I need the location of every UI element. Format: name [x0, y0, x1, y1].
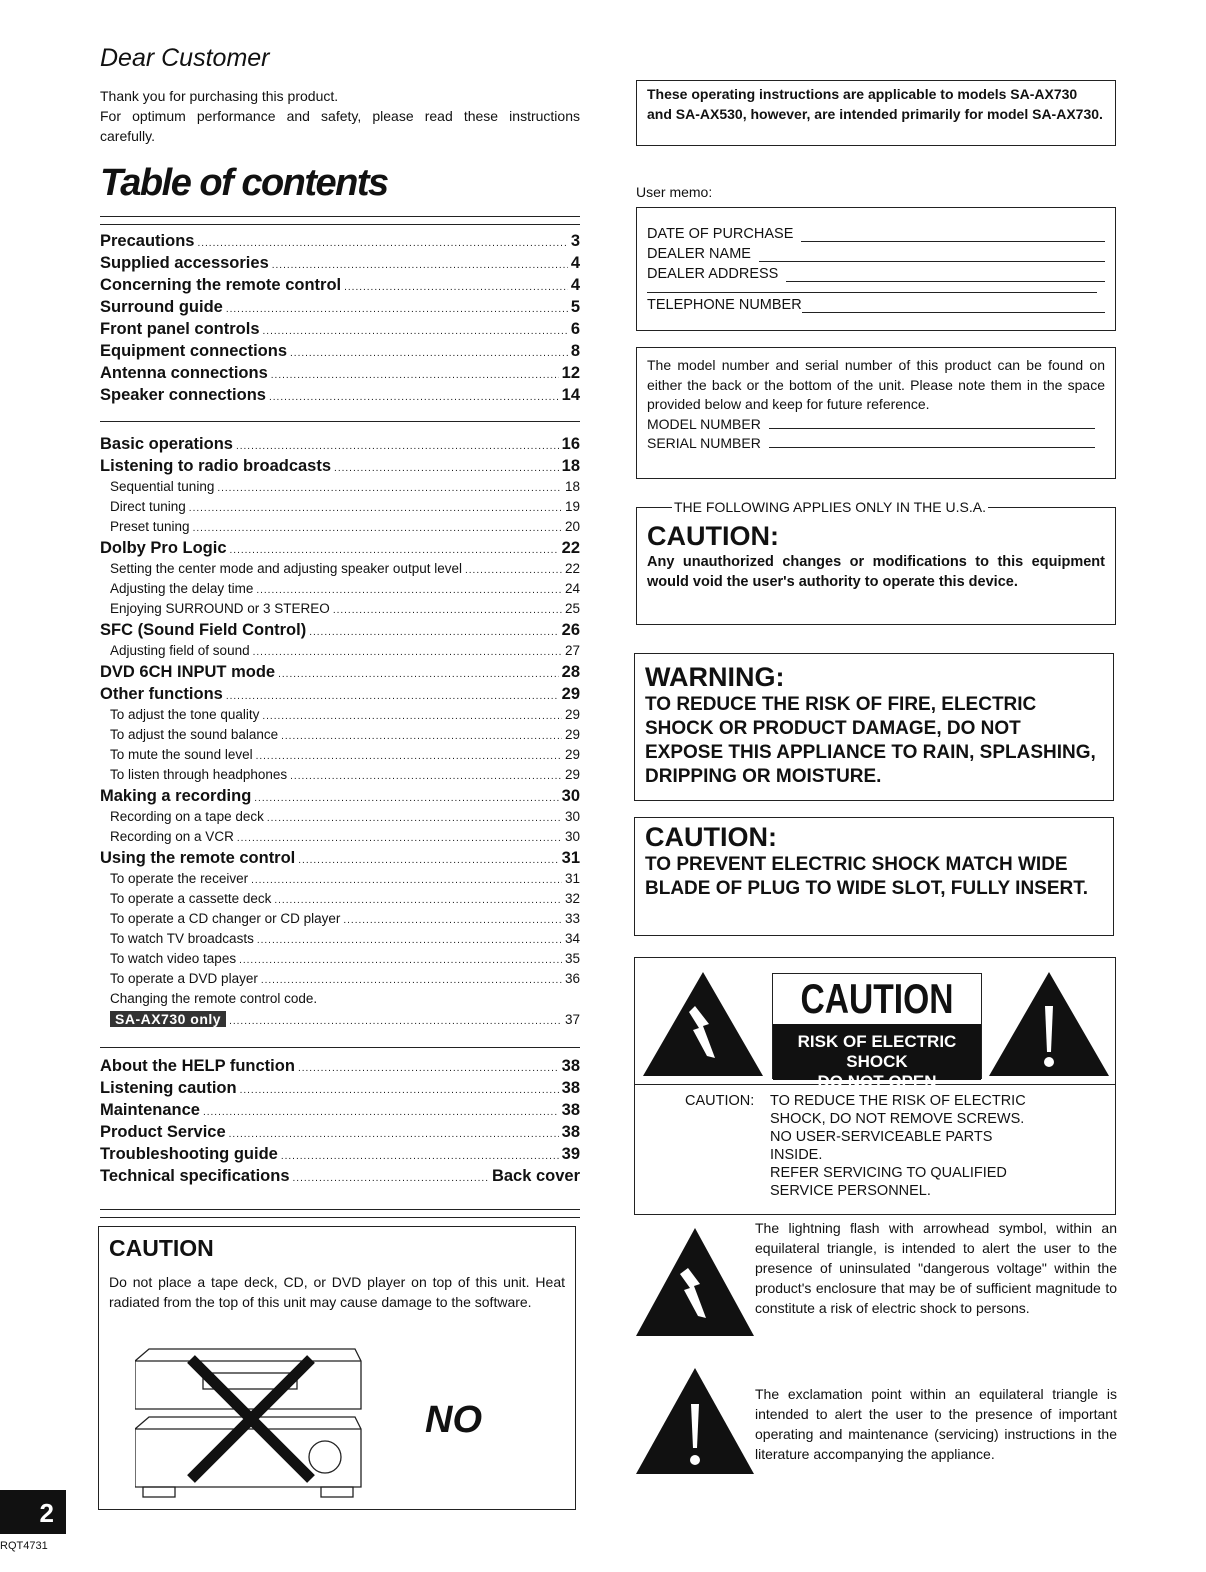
- dot-leader: [253, 647, 562, 658]
- toc-entry[interactable]: [100, 298, 580, 320]
- toc-entry-page: 22: [561, 539, 580, 557]
- toc-entry[interactable]: [100, 519, 580, 539]
- warning-box: [634, 653, 1114, 801]
- toc-entry-label: Basic operations: [100, 435, 233, 453]
- toc-entry-label: Adjusting field of sound: [110, 643, 250, 658]
- toc-entry[interactable]: [100, 1123, 580, 1145]
- dot-leader: [226, 304, 568, 315]
- dot-leader: [197, 238, 567, 249]
- toc-entry-label: Recording on a VCR: [110, 829, 234, 844]
- serial-note: [636, 347, 1116, 479]
- dot-leader: [254, 793, 558, 804]
- toc-entry-page: 38: [561, 1101, 580, 1119]
- toc-entry[interactable]: [100, 1057, 580, 1079]
- toc-entry-label: To operate a cassette deck: [110, 891, 272, 906]
- toc-entry-label: To adjust the sound balance: [110, 727, 279, 742]
- toc-entry-page: 39: [561, 1145, 580, 1163]
- lightning-triangle-icon: [643, 972, 763, 1076]
- toc-entry-page: 37: [564, 1012, 580, 1027]
- toc-entry-page: 38: [561, 1123, 580, 1141]
- toc-entry-label: Supplied accessories: [100, 254, 269, 272]
- dot-leader: [267, 813, 562, 824]
- toc-entry-label: Recording on a tape deck: [110, 809, 264, 824]
- toc-entry-label: Changing the remote control code.: [110, 991, 318, 1006]
- dot-leader: [274, 895, 562, 906]
- divider: [100, 1209, 580, 1210]
- divider: [100, 1047, 580, 1048]
- toc-entry-page: 29: [561, 685, 580, 703]
- toc-entry-page: 6: [570, 320, 580, 338]
- toc-entry[interactable]: [100, 871, 580, 891]
- sign-line: RISK OF ELECTRIC SHOCK: [797, 1032, 957, 1071]
- no-label: NO: [425, 1399, 482, 1441]
- toc-entry-page: 36: [564, 971, 580, 986]
- memo-field: DEALER NAME: [647, 246, 751, 262]
- toc-entry-page: 29: [564, 727, 580, 742]
- dot-leader: [226, 691, 559, 702]
- sign-text-line: SERVICE PERSONNEL.: [770, 1183, 931, 1199]
- toc-title: Table of contents: [100, 162, 388, 204]
- models-note: These operating instructions are applicable to models SA-AX730 and SA-AX530, however, are intended primarily for model SA-AX730.: [636, 80, 1116, 146]
- toc-entry-page: 20: [564, 519, 580, 534]
- toc-entry-page: 27: [564, 643, 580, 658]
- serial-text: The model number and serial number of this product can be found on either the back or the bottom of the unit. Please note them in the space provided below and keep for future reference.: [647, 357, 1105, 412]
- toc-entry-label: Preset tuning: [110, 519, 190, 534]
- usa-header: THE FOLLOWING APPLIES ONLY IN THE U.S.A.: [674, 499, 986, 515]
- toc-entry-label: Precautions: [100, 232, 195, 250]
- toc-entry-page: 4: [570, 254, 580, 272]
- toc-entry[interactable]: [100, 320, 580, 342]
- toc-entry-label: Speaker connections: [100, 386, 266, 404]
- toc-entry-label: DVD 6CH INPUT mode: [100, 663, 276, 681]
- dot-leader: [229, 1016, 562, 1027]
- dot-leader: [263, 326, 568, 337]
- toc-entry[interactable]: [100, 232, 580, 254]
- caution-title: CAUTION:: [647, 521, 779, 551]
- caution-title: CAUTION: [109, 1235, 214, 1261]
- toc-entry-label: Surround guide: [100, 298, 223, 316]
- dot-leader: [272, 260, 568, 271]
- sign-line: DO NOT OPEN: [817, 1072, 937, 1091]
- dot-leader: [298, 1063, 559, 1074]
- divider: [100, 224, 580, 225]
- toc-entry-label: SFC (Sound Field Control): [100, 621, 307, 639]
- dot-leader: [298, 855, 558, 866]
- toc-entry-page: 38: [561, 1079, 580, 1097]
- toc-entry[interactable]: [100, 601, 580, 621]
- toc-entry[interactable]: [100, 727, 580, 747]
- toc-entry-page: 28: [561, 663, 580, 681]
- intro-text: [100, 86, 580, 146]
- stacked-units-illustration: [135, 1345, 365, 1505]
- divider: [100, 216, 580, 217]
- caution-text: TO PREVENT ELECTRIC SHOCK MATCH WIDE BLADE OF PLUG TO WIDE SLOT, FULLY INSERT.: [645, 854, 1089, 899]
- memo-field: TELEPHONE NUMBER: [647, 297, 802, 313]
- toc-entry[interactable]: [100, 767, 580, 787]
- toc-entry-label: Direct tuning: [110, 499, 186, 514]
- exclamation-triangle-icon: [636, 1368, 754, 1474]
- toc-entry[interactable]: [100, 809, 580, 829]
- user-memo: [636, 207, 1116, 331]
- dot-leader: [262, 711, 562, 722]
- toc-entry-page: 19: [564, 499, 580, 514]
- toc-entry-label: Technical specifications: [100, 1167, 290, 1185]
- toc-entry[interactable]: [100, 663, 580, 685]
- dot-leader: [239, 955, 562, 966]
- toc-entry[interactable]: [100, 364, 580, 386]
- placement-caution: [98, 1226, 576, 1510]
- toc-entry-page: 31: [564, 871, 580, 886]
- toc-entry-label: Sequential tuning: [110, 479, 215, 494]
- toc-entry-label: To operate a DVD player: [110, 971, 258, 986]
- dot-leader: [229, 1129, 559, 1140]
- lightning-triangle-icon: [636, 1228, 754, 1336]
- divider: [100, 1217, 580, 1218]
- toc-entry-page: 5: [570, 298, 580, 316]
- toc-entry[interactable]: [100, 891, 580, 911]
- toc-entry-page: 34: [564, 931, 580, 946]
- toc-entry-label: Antenna connections: [100, 364, 268, 382]
- toc-entry-label: Enjoying SURROUND or 3 STEREO: [110, 601, 330, 616]
- toc-entry-page: 12: [561, 364, 580, 382]
- toc-entry[interactable]: [100, 1145, 580, 1167]
- toc-entry[interactable]: [100, 643, 580, 663]
- dot-leader: [189, 503, 562, 514]
- toc-entry[interactable]: [100, 685, 580, 707]
- caution-word: CAUTION: [800, 975, 954, 1022]
- toc-entry-label: About the HELP function: [100, 1057, 295, 1075]
- toc-entry-label: Product Service: [100, 1123, 226, 1141]
- toc-entry-page: 30: [564, 829, 580, 844]
- warning-text: TO REDUCE THE RISK OF FIRE, ELECTRIC SHOCK OR PRODUCT DAMAGE, DO NOT EXPOSE THIS APPLIANCE TO RAIN, SPLASHING, DRIPPING OR MOISTURE.: [645, 694, 1096, 787]
- dot-leader: [271, 370, 559, 381]
- dot-leader: [256, 585, 562, 596]
- toc-entry[interactable]: [100, 991, 580, 1011]
- sign-text-line: REFER SERVICING TO QUALIFIED: [770, 1165, 1007, 1181]
- toc-entry[interactable]: [100, 911, 580, 931]
- toc-entry-page: 32: [564, 891, 580, 906]
- sign-text-line: SHOCK, DO NOT REMOVE SCREWS.: [770, 1111, 1025, 1127]
- toc-entry-page: 24: [564, 581, 580, 596]
- dot-leader: [193, 523, 562, 534]
- document-code: RQT4731: [0, 1540, 48, 1552]
- dot-leader: [203, 1107, 559, 1118]
- toc-entry-label: Making a recording: [100, 787, 252, 805]
- toc-entry[interactable]: [100, 435, 580, 457]
- toc-entry[interactable]: [100, 276, 580, 298]
- memo-label: User memo:: [636, 184, 713, 200]
- sign-text-line: INSIDE.: [770, 1147, 823, 1163]
- dot-leader: [281, 1151, 559, 1162]
- toc-entry[interactable]: [100, 829, 580, 849]
- toc-entry-page: 25: [564, 601, 580, 616]
- dot-leader: [333, 605, 562, 616]
- exclamation-triangle-icon: [989, 972, 1109, 1076]
- toc-entry-label: Troubleshooting guide: [100, 1145, 278, 1163]
- toc-entry[interactable]: [100, 581, 580, 601]
- toc-entry-page: 18: [564, 479, 580, 494]
- toc-entry[interactable]: [100, 747, 580, 767]
- serial-number-field: SERIAL NUMBER: [647, 435, 761, 451]
- toc-entry-label: To watch video tapes: [110, 951, 237, 966]
- toc-entry[interactable]: [100, 951, 580, 971]
- dot-leader: [256, 751, 562, 762]
- dot-leader: [269, 392, 559, 403]
- toc-entry[interactable]: [100, 342, 580, 364]
- dot-leader: [465, 565, 562, 576]
- toc-group: [100, 435, 580, 1037]
- toc-entry-label: To adjust the tone quality: [110, 707, 260, 722]
- toc-entry-label: Other functions: [100, 685, 223, 703]
- toc-entry[interactable]: [100, 479, 580, 499]
- sign-text-line: NO USER-SERVICEABLE PARTS: [770, 1129, 993, 1145]
- plug-caution: [634, 817, 1114, 936]
- dot-leader: [217, 483, 562, 494]
- dot-leader: [237, 833, 562, 844]
- toc-entry-page: 14: [561, 386, 580, 404]
- toc-entry[interactable]: [100, 1011, 580, 1037]
- toc-entry-label: SA-AX730 only: [110, 1011, 226, 1027]
- sign-text-line: TO REDUCE THE RISK OF ELECTRIC: [770, 1093, 1026, 1109]
- toc-entry[interactable]: [100, 1079, 580, 1101]
- toc-entry-label: To operate the receiver: [110, 871, 249, 886]
- toc-entry[interactable]: [100, 561, 580, 581]
- dot-leader: [257, 935, 562, 946]
- intro-line: For optimum performance and safety, please read these instructions carefully.: [100, 108, 580, 144]
- toc-entry-label: To mute the sound level: [110, 747, 253, 762]
- toc-entry-page: 29: [564, 767, 580, 782]
- greeting: Dear Customer: [100, 44, 270, 72]
- memo-field: DATE OF PURCHASE: [647, 226, 794, 242]
- toc-entry-page: 33: [564, 911, 580, 926]
- toc-entry-label: Adjusting the delay time: [110, 581, 254, 596]
- toc-entry-label: Dolby Pro Logic: [100, 539, 227, 557]
- caution-sign: [634, 957, 1116, 1215]
- toc-entry-label: Front panel controls: [100, 320, 260, 338]
- toc-entry-page: 18: [561, 457, 580, 475]
- lightning-explanation: The lightning flash with arrowhead symbol, within an equilateral triangle, is intended to alert the user to the presence of uninsulated "dangerous voltage" within the product's enclosure that may be of sufficient magnitude to constitute a risk of electric shock to persons.: [755, 1220, 1117, 1316]
- model-number-field: MODEL NUMBER: [647, 415, 761, 432]
- dot-leader: [236, 441, 559, 452]
- toc-entry[interactable]: [100, 1167, 580, 1189]
- toc-entry-label: Equipment connections: [100, 342, 288, 360]
- toc-entry-label: Concerning the remote control: [100, 276, 342, 294]
- toc-entry[interactable]: [100, 621, 580, 643]
- toc-entry-page: 29: [564, 747, 580, 762]
- toc-entry-label: To listen through headphones: [110, 767, 288, 782]
- toc-entry-label: To watch TV broadcasts: [110, 931, 254, 946]
- intro-line: Thank you for purchasing this product.: [100, 88, 339, 104]
- toc-entry-page: Back cover: [491, 1167, 580, 1185]
- toc-entry-page: 38: [561, 1057, 580, 1075]
- dot-leader: [309, 627, 558, 638]
- toc-entry-page: 16: [561, 435, 580, 453]
- toc-entry-page: 26: [561, 621, 580, 639]
- toc-entry[interactable]: [100, 707, 580, 727]
- usa-caution: [636, 499, 1116, 625]
- toc-entry[interactable]: [100, 254, 580, 276]
- toc-entry-page: 31: [561, 849, 580, 867]
- sign-caution-label: CAUTION:: [685, 1093, 755, 1109]
- toc-entry-page: 30: [561, 787, 580, 805]
- dot-leader: [334, 463, 559, 474]
- toc-group: [100, 232, 580, 408]
- toc-entry-page: 3: [570, 232, 580, 250]
- dot-leader: [290, 771, 562, 782]
- toc-entry-page: 22: [564, 561, 580, 576]
- toc-entry-label: Using the remote control: [100, 849, 296, 867]
- toc-entry[interactable]: [100, 849, 580, 871]
- toc-group: [100, 1057, 580, 1189]
- dot-leader: [240, 1085, 559, 1096]
- dot-leader: [251, 875, 562, 886]
- dot-leader: [293, 1173, 489, 1184]
- caution-text: Any unauthorized changes or modifications to this equipment would void the user's authority to operate this device.: [647, 554, 1105, 590]
- toc-entry-page: 35: [564, 951, 580, 966]
- toc-entry[interactable]: [100, 457, 580, 479]
- toc-entry[interactable]: [100, 539, 580, 561]
- dot-leader: [281, 731, 562, 742]
- memo-field: DEALER ADDRESS: [647, 266, 779, 282]
- dot-leader: [230, 545, 559, 556]
- dot-leader: [261, 975, 562, 986]
- toc-entry-label: Setting the center mode and adjusting speaker output level: [110, 561, 462, 576]
- dot-leader: [344, 282, 568, 293]
- toc-entry-label: Maintenance: [100, 1101, 200, 1119]
- caution-title: CAUTION:: [645, 822, 777, 852]
- dot-leader: [290, 348, 568, 359]
- toc-entry[interactable]: [100, 1101, 580, 1123]
- exclamation-explanation: The exclamation point within an equilateral triangle is intended to alert the user to the presence of important operating and maintenance (servicing) instructions in the literature accompanying the appliance.: [755, 1386, 1117, 1462]
- warning-title: WARNING:: [645, 662, 785, 692]
- toc-entry-label: Listening to radio broadcasts: [100, 457, 332, 475]
- dot-leader: [343, 915, 562, 926]
- toc-entry[interactable]: [100, 499, 580, 519]
- toc-entry-page: 30: [564, 809, 580, 824]
- toc-entry-page: 8: [570, 342, 580, 360]
- dot-leader: [278, 669, 559, 680]
- toc-entry[interactable]: [100, 787, 580, 809]
- toc-entry-page: 29: [564, 707, 580, 722]
- divider: [100, 421, 580, 422]
- toc-entry[interactable]: [100, 386, 580, 408]
- toc-entry[interactable]: [100, 971, 580, 991]
- caution-text: Do not place a tape deck, CD, or DVD player on top of this unit. Heat radiated from the top of this unit may cause damage to the software.: [109, 1274, 565, 1310]
- toc-entry-page: 4: [570, 276, 580, 294]
- toc-entry-label: To operate a CD changer or CD player: [110, 911, 341, 926]
- toc-entry-label: Listening caution: [100, 1079, 237, 1097]
- page-number: 2: [0, 1490, 66, 1534]
- toc-entry[interactable]: [100, 931, 580, 951]
